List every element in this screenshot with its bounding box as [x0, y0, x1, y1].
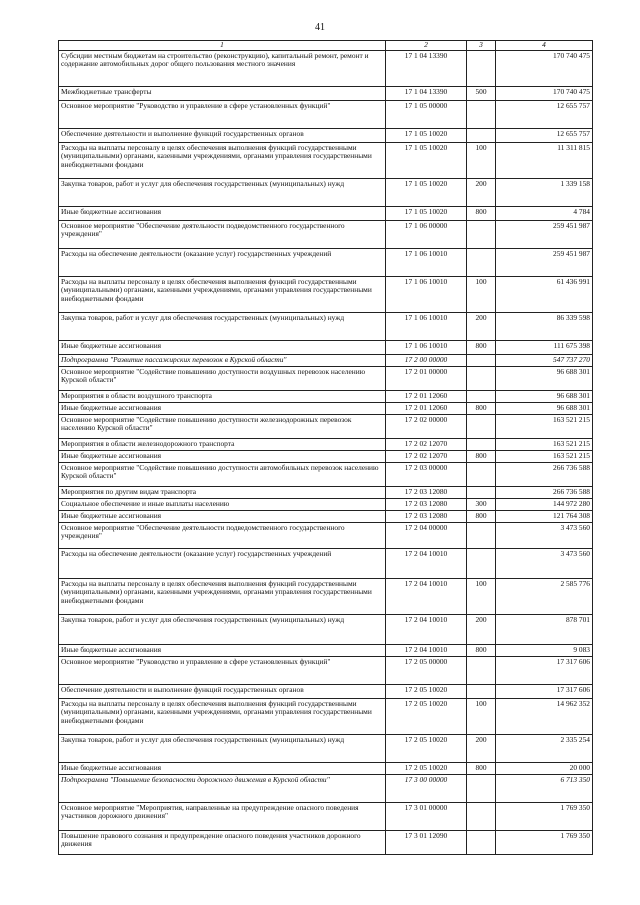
row-sum-cell: 170 740 475: [496, 51, 593, 87]
row-type-cell: 500: [467, 87, 496, 101]
row-type-cell: 800: [467, 341, 496, 355]
row-sum-cell: 12 655 757: [496, 101, 593, 129]
table-row: [59, 403, 593, 415]
row-name-cell: Иные бюджетные ассигнования: [59, 341, 386, 355]
row-type-cell: [467, 355, 496, 367]
row-code-cell: 17 2 05 10020: [386, 735, 467, 763]
row-name-cell: Основное мероприятие "Руководство и управление в сфере установленных функций": [59, 101, 386, 129]
row-code-cell: 17 2 01 12060: [386, 403, 467, 415]
row-type-cell: 200: [467, 313, 496, 341]
row-code-cell: 17 1 06 10010: [386, 313, 467, 341]
row-name-cell: Иные бюджетные ассигнования: [59, 763, 386, 775]
row-sum-cell: 3 473 560: [496, 549, 593, 579]
table-row: [59, 439, 593, 451]
row-code-cell: 17 1 06 10010: [386, 341, 467, 355]
row-name-cell: Закупка товаров, работ и услуг для обеспечения государственных (муниципальных) нужд: [59, 313, 386, 341]
row-sum-cell: 96 688 301: [496, 403, 593, 415]
row-name-cell: Основное мероприятие "Содействие повышению доступности автомобильных перевозок населению Курской области": [59, 463, 386, 487]
table-row: [59, 87, 593, 101]
table-row: [59, 143, 593, 179]
table-row: [59, 699, 593, 735]
row-type-cell: 800: [467, 207, 496, 221]
row-sum-cell: 2 335 254: [496, 735, 593, 763]
table-row: [59, 341, 593, 355]
row-sum-cell: 3 473 560: [496, 523, 593, 549]
row-name-cell: Мероприятия по другим видам транспорта: [59, 487, 386, 499]
row-code-cell: 17 2 02 00000: [386, 415, 467, 439]
row-code-cell: 17 2 01 00000: [386, 367, 467, 391]
row-type-cell: [467, 51, 496, 87]
table-row: [59, 775, 593, 803]
row-sum-cell: 61 436 991: [496, 277, 593, 313]
row-name-cell: Мероприятия в области воздушного транспорта: [59, 391, 386, 403]
row-name-cell: Расходы на обеспечение деятельности (оказание услуг) государственных учреждений: [59, 549, 386, 579]
row-type-cell: 800: [467, 645, 496, 657]
table-row: [59, 803, 593, 831]
row-type-cell: 200: [467, 735, 496, 763]
row-code-cell: 17 1 06 00000: [386, 221, 467, 249]
row-sum-cell: 14 962 352: [496, 699, 593, 735]
row-type-cell: 100: [467, 277, 496, 313]
row-type-cell: 200: [467, 179, 496, 207]
row-code-cell: 17 2 04 10010: [386, 615, 467, 645]
row-name-cell: Мероприятия в области железнодорожного транспорта: [59, 439, 386, 451]
row-name-cell: Расходы на выплаты персоналу в целях обеспечения выполнения функций государственными (муниципальными) органами, казенными учреждениями, органами управления государственными внебюджетными фондами: [59, 699, 386, 735]
row-type-cell: [467, 803, 496, 831]
table-row: [59, 179, 593, 207]
row-sum-cell: 163 521 215: [496, 439, 593, 451]
row-sum-cell: 4 784: [496, 207, 593, 221]
row-name-cell: Социальное обеспечение и иные выплаты населению: [59, 499, 386, 511]
table-row: [59, 207, 593, 221]
table-row: [59, 831, 593, 855]
table-row: [59, 763, 593, 775]
table-row: [59, 657, 593, 685]
row-code-cell: 17 2 01 12060: [386, 391, 467, 403]
row-name-cell: Расходы на выплаты персоналу в целях обеспечения выполнения функций государственными (муниципальными) органами, казенными учреждениями, органами управления государственными внебюджетными фондами: [59, 277, 386, 313]
column-header-1: 1: [59, 41, 386, 51]
row-name-cell: Основное мероприятие "Обеспечение деятельности подведомственного государственного учреждения": [59, 523, 386, 549]
row-code-cell: 17 1 05 10020: [386, 207, 467, 221]
row-type-cell: 800: [467, 511, 496, 523]
row-sum-cell: 17 317 606: [496, 685, 593, 699]
table-row: [59, 511, 593, 523]
row-code-cell: 17 2 03 12080: [386, 511, 467, 523]
row-code-cell: 17 1 04 13390: [386, 51, 467, 87]
row-type-cell: [467, 439, 496, 451]
row-type-cell: [467, 129, 496, 143]
table-row: [59, 313, 593, 341]
row-name-cell: Повышение правового сознания и предупреждение опасного поведения участников дорожного движения: [59, 831, 386, 855]
row-type-cell: [467, 775, 496, 803]
row-sum-cell: 547 737 270: [496, 355, 593, 367]
column-header-2: 2: [386, 41, 467, 51]
row-name-cell: Основное мероприятие "Содействие повышению доступности воздушных перевозок населению Курской области": [59, 367, 386, 391]
row-type-cell: 100: [467, 143, 496, 179]
row-sum-cell: 111 675 398: [496, 341, 593, 355]
table-row: [59, 129, 593, 143]
row-name-cell: Закупка товаров, работ и услуг для обеспечения государственных (муниципальных) нужд: [59, 615, 386, 645]
column-header-3: 3: [467, 41, 496, 51]
row-type-cell: [467, 391, 496, 403]
row-name-cell: Иные бюджетные ассигнования: [59, 645, 386, 657]
row-code-cell: 17 2 03 00000: [386, 463, 467, 487]
table-row: [59, 221, 593, 249]
row-code-cell: 17 2 05 00000: [386, 657, 467, 685]
table-body: [59, 51, 593, 855]
row-type-cell: 100: [467, 699, 496, 735]
row-sum-cell: 878 701: [496, 615, 593, 645]
row-type-cell: 100: [467, 579, 496, 615]
row-type-cell: [467, 487, 496, 499]
table-row: [59, 277, 593, 313]
row-name-cell: Закупка товаров, работ и услуг для обеспечения государственных (муниципальных) нужд: [59, 735, 386, 763]
row-name-cell: Закупка товаров, работ и услуг для обеспечения государственных (муниципальных) нужд: [59, 179, 386, 207]
row-name-cell: Подпрограмма "Развитие пассажирских перевозок в Курской области": [59, 355, 386, 367]
row-type-cell: [467, 523, 496, 549]
row-name-cell: Основное мероприятие "Руководство и управление в сфере установленных функций": [59, 657, 386, 685]
row-name-cell: Основное мероприятие "Мероприятия, направленные на предупреждение опасного поведения участников дорожного движения": [59, 803, 386, 831]
row-type-cell: [467, 549, 496, 579]
row-type-cell: [467, 831, 496, 855]
row-code-cell: 17 3 01 12090: [386, 831, 467, 855]
row-type-cell: [467, 415, 496, 439]
table-header-row: [59, 41, 593, 51]
row-name-cell: Иные бюджетные ассигнования: [59, 207, 386, 221]
row-code-cell: 17 1 05 10020: [386, 129, 467, 143]
row-type-cell: [467, 249, 496, 277]
row-code-cell: 17 2 04 00000: [386, 523, 467, 549]
row-sum-cell: 259 451 987: [496, 221, 593, 249]
row-code-cell: 17 2 03 12080: [386, 499, 467, 511]
row-sum-cell: 1 339 158: [496, 179, 593, 207]
row-name-cell: Расходы на выплаты персоналу в целях обеспечения выполнения функций государственными (муниципальными) органами, казенными учреждениями, органами управления государственными внебюджетными фондами: [59, 579, 386, 615]
table-row: [59, 523, 593, 549]
row-sum-cell: 163 521 215: [496, 451, 593, 463]
row-code-cell: 17 1 06 10010: [386, 249, 467, 277]
table-row: [59, 579, 593, 615]
row-sum-cell: 96 688 301: [496, 367, 593, 391]
table-row: [59, 355, 593, 367]
row-sum-cell: 1 769 350: [496, 803, 593, 831]
row-code-cell: 17 2 00 00000: [386, 355, 467, 367]
row-type-cell: 300: [467, 499, 496, 511]
row-name-cell: Основное мероприятие "Содействие повышению доступности железнодорожных перевозок населению Курской области": [59, 415, 386, 439]
row-code-cell: 17 2 05 10020: [386, 763, 467, 775]
row-name-cell: Расходы на выплаты персоналу в целях обеспечения выполнения функций государственными (муниципальными) органами, казенными учреждениями, органами управления государственными внебюджетными фондами: [59, 143, 386, 179]
row-sum-cell: 1 769 350: [496, 831, 593, 855]
budget-table: [58, 40, 593, 855]
table-row: [59, 101, 593, 129]
row-type-cell: [467, 221, 496, 249]
row-sum-cell: 11 311 815: [496, 143, 593, 179]
table-row: [59, 499, 593, 511]
table-row: [59, 367, 593, 391]
row-type-cell: [467, 657, 496, 685]
row-type-cell: [467, 101, 496, 129]
row-sum-cell: 163 521 215: [496, 415, 593, 439]
row-code-cell: 17 1 05 00000: [386, 101, 467, 129]
row-sum-cell: 144 972 280: [496, 499, 593, 511]
row-name-cell: Подпрограмма "Повышение безопасности дорожного движения в Курской области": [59, 775, 386, 803]
row-code-cell: 17 1 04 13390: [386, 87, 467, 101]
row-type-cell: 800: [467, 403, 496, 415]
row-type-cell: [467, 463, 496, 487]
row-code-cell: 17 3 01 00000: [386, 803, 467, 831]
table-row: [59, 463, 593, 487]
row-name-cell: Основное мероприятие "Обеспечение деятельности подведомственного государственного учреждения": [59, 221, 386, 249]
table-row: [59, 615, 593, 645]
row-code-cell: 17 2 02 12070: [386, 451, 467, 463]
row-type-cell: [467, 685, 496, 699]
table-row: [59, 391, 593, 403]
row-code-cell: 17 1 05 10020: [386, 143, 467, 179]
row-name-cell: Иные бюджетные ассигнования: [59, 451, 386, 463]
row-code-cell: 17 2 04 10010: [386, 579, 467, 615]
row-type-cell: [467, 367, 496, 391]
row-sum-cell: 6 713 350: [496, 775, 593, 803]
table-row: [59, 451, 593, 463]
row-name-cell: Расходы на обеспечение деятельности (оказание услуг) государственных учреждений: [59, 249, 386, 277]
row-name-cell: Обеспечение деятельности и выполнение функций государственных органов: [59, 129, 386, 143]
row-name-cell: Субсидии местным бюджетам на строительство (реконструкцию), капитальный ремонт, ремонт и содержание автомобильных дорог общего пользования местного значения: [59, 51, 386, 87]
page-number: 41: [315, 22, 325, 33]
table-row: [59, 685, 593, 699]
row-name-cell: Обеспечение деятельности и выполнение функций государственных органов: [59, 685, 386, 699]
row-sum-cell: 170 740 475: [496, 87, 593, 101]
table-row: [59, 645, 593, 657]
row-code-cell: 17 2 02 12070: [386, 439, 467, 451]
row-name-cell: Межбюджетные трансферты: [59, 87, 386, 101]
row-code-cell: 17 3 00 00000: [386, 775, 467, 803]
row-type-cell: 800: [467, 451, 496, 463]
row-type-cell: 800: [467, 763, 496, 775]
row-name-cell: Иные бюджетные ассигнования: [59, 403, 386, 415]
row-code-cell: 17 2 03 12080: [386, 487, 467, 499]
row-code-cell: 17 1 06 10010: [386, 277, 467, 313]
row-type-cell: 200: [467, 615, 496, 645]
row-sum-cell: 121 764 308: [496, 511, 593, 523]
row-sum-cell: 266 736 588: [496, 487, 593, 499]
table-row: [59, 735, 593, 763]
row-code-cell: 17 1 05 10020: [386, 179, 467, 207]
row-sum-cell: 12 655 757: [496, 129, 593, 143]
table-row: [59, 249, 593, 277]
row-sum-cell: 17 317 606: [496, 657, 593, 685]
column-header-4: 4: [496, 41, 593, 51]
row-code-cell: 17 2 05 10020: [386, 699, 467, 735]
table-row: [59, 51, 593, 87]
row-code-cell: 17 2 04 10010: [386, 645, 467, 657]
table-row: [59, 415, 593, 439]
row-code-cell: 17 2 05 10020: [386, 685, 467, 699]
row-sum-cell: 96 688 301: [496, 391, 593, 403]
row-sum-cell: 9 083: [496, 645, 593, 657]
row-code-cell: 17 2 04 10010: [386, 549, 467, 579]
row-sum-cell: 259 451 987: [496, 249, 593, 277]
row-sum-cell: 2 585 776: [496, 579, 593, 615]
row-sum-cell: 86 339 598: [496, 313, 593, 341]
row-sum-cell: 266 736 588: [496, 463, 593, 487]
table-row: [59, 549, 593, 579]
row-sum-cell: 20 000: [496, 763, 593, 775]
row-name-cell: Иные бюджетные ассигнования: [59, 511, 386, 523]
table-row: [59, 487, 593, 499]
